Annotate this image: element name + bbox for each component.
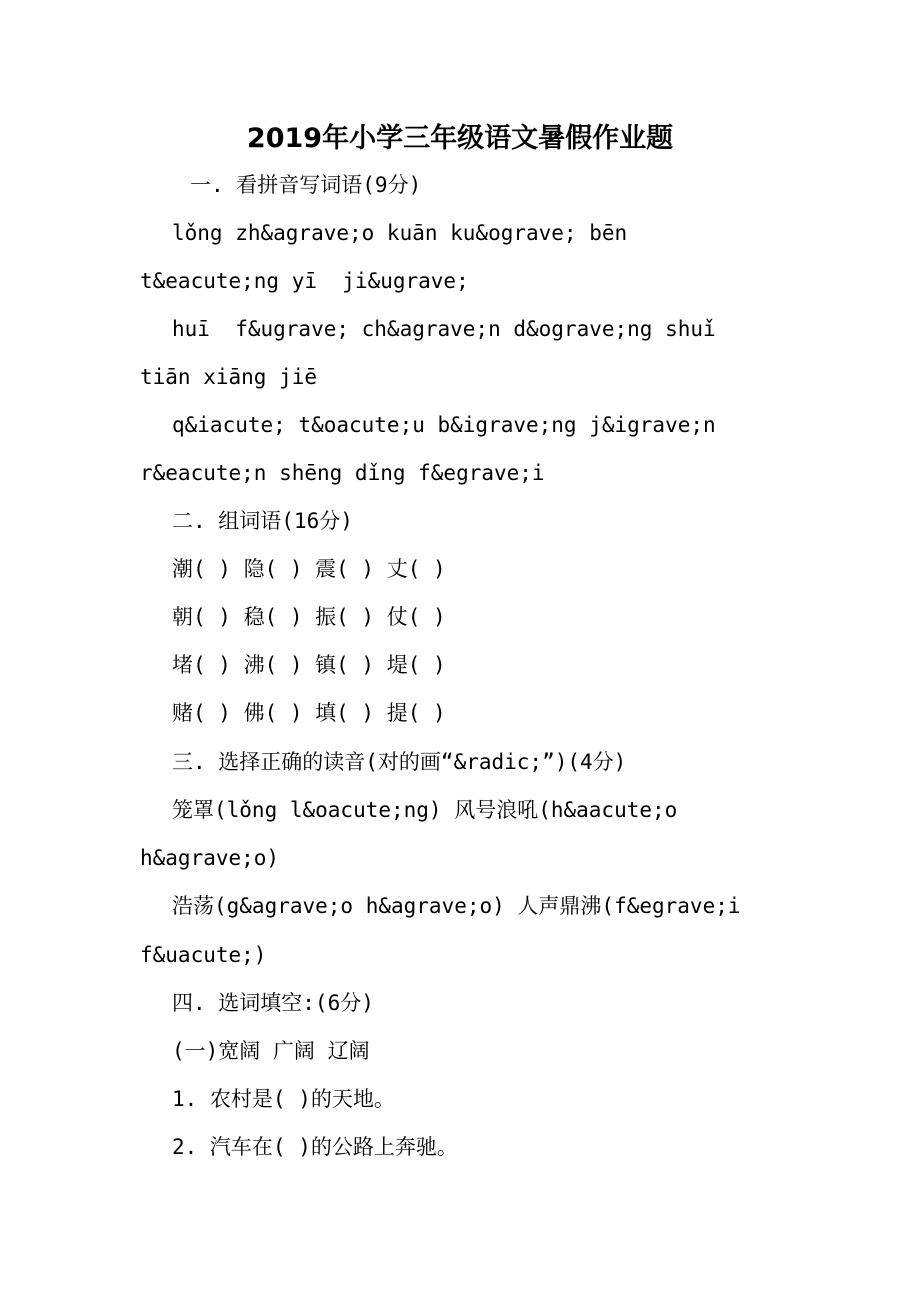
section-4-heading: 四. 选词填空:(6分) — [172, 991, 374, 1015]
reading-line: h&agrave;o) — [140, 846, 280, 870]
reading-line: f&uacute;) — [140, 943, 267, 967]
pinyin-line: lǒng zh&agrave;o kuān ku&ograve; bēn — [172, 221, 628, 245]
word-group-line: 朝( ) 稳( ) 振( ) 仗( ) — [172, 605, 446, 629]
word-group-line: 堵( ) 沸( ) 镇( ) 堤( ) — [172, 653, 446, 677]
fill-blank-question: 2. 汽车在( )的公路上奔驰。 — [172, 1135, 458, 1159]
pinyin-line: huī f&ugrave; ch&agrave;n d&ograve;ng shuǐ — [172, 317, 716, 341]
page-title: 2019年小学三年级语文暑假作业题 — [246, 123, 674, 154]
word-choices: (一)宽阔 广阔 辽阔 — [172, 1039, 370, 1063]
section-2-heading: 二. 组词语(16分) — [172, 509, 353, 533]
fill-blank-question: 1. 农村是( )的天地。 — [172, 1087, 395, 1111]
reading-line: 笼罩(lǒng l&oacute;ng) 风号浪吼(h&aacute;o — [172, 798, 678, 822]
pinyin-line: r&eacute;n shēng dǐng f&egrave;i — [140, 461, 545, 485]
section-1-heading: 一. 看拼音写词语(9分) — [190, 173, 422, 197]
pinyin-line: tiān xiāng jiē — [140, 365, 318, 389]
pinyin-line: q&iacute; t&oacute;u b&igrave;ng j&igrave;n — [172, 413, 716, 437]
word-group-line: 赌( ) 佛( ) 填( ) 提( ) — [172, 701, 446, 725]
word-group-line: 潮( ) 隐( ) 震( ) 丈( ) — [172, 557, 446, 581]
section-3-heading: 三. 选择正确的读音(对的画“&radic;”)(4分) — [172, 750, 627, 774]
reading-line: 浩荡(g&agrave;o h&agrave;o) 人声鼎沸(f&egrave;i — [172, 894, 741, 918]
pinyin-line: t&eacute;ng yī ji&ugrave; — [140, 269, 469, 293]
